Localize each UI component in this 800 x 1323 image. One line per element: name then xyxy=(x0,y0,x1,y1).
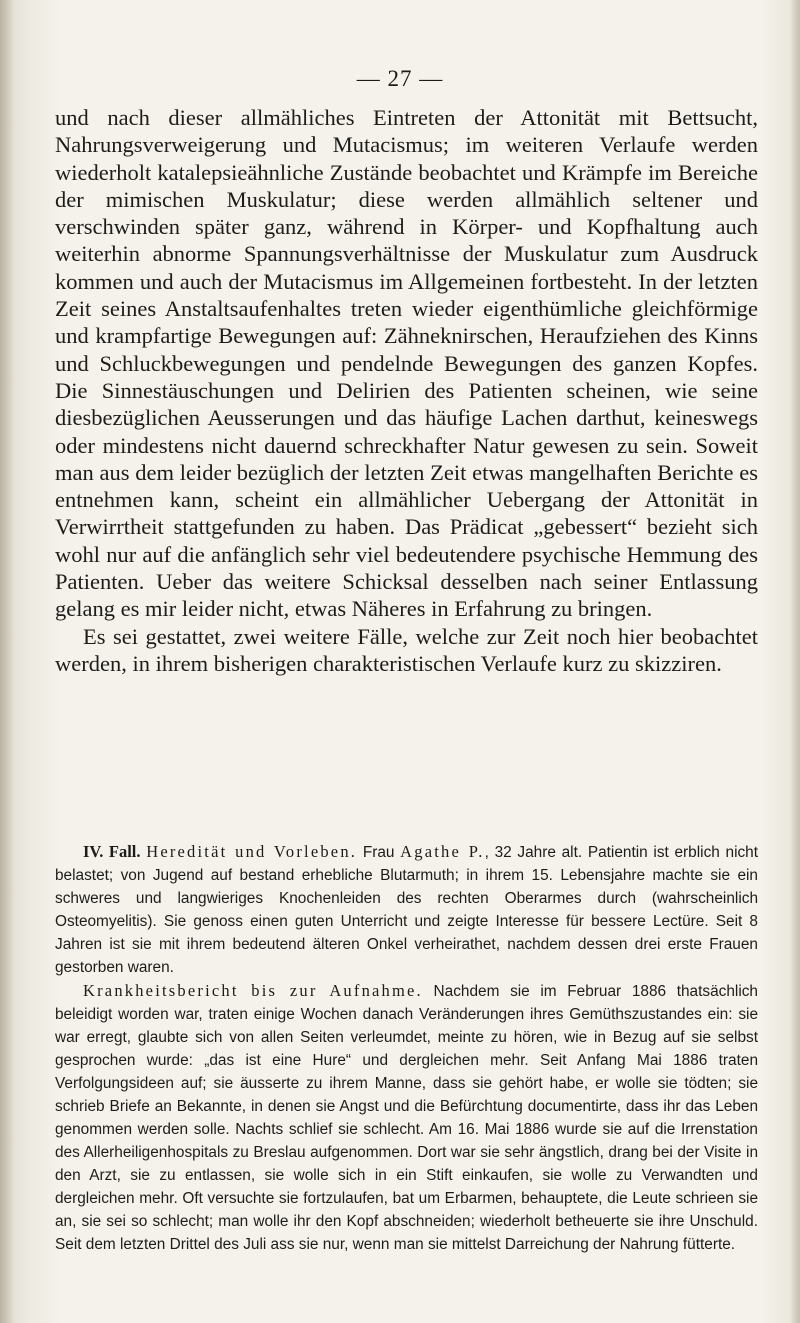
case-report-iv xyxy=(55,840,758,1256)
paragraph-case-continuation: und nach dieser allmähliches Eintreten der Attonität mit Bettsucht, Nahrungsverweigerung und Mutacismus; im weiteren Verlaufe werden wiederholt katalepsieähnliche Zustände beobachtet und Krämpfe im Bereiche der mimischen Muskulatur; diese werden allmählich seltener und verschwinden später ganz, während in Körper- und Kopfhaltung auch weiterhin abnorme Spannungsverhältnisse der Muskulatur zum Ausdruck kommen und auch der Mutacismus im Allgemeinen fortbesteht. In der letzten Zeit seines Anstaltsaufenhaltes treten wieder eigenthümliche gleichförmige und krampfartige Bewegungen auf: Zähneknirschen, Heraufziehen des Kinns und Schluckbewegungen und pendelnde Bewegungen des ganzen Kopfes. Die Sinnestäuschungen und Delirien des Patienten scheinen, wie seine diesbezüglichen Aeusserungen und das häufige Lachen darthut, keineswegs oder mindestens nicht dauernd schreckhafter Natur gewesen zu sein. Soweit man aus dem leider bezüglich der letzten Zeit etwas mangelhaften Berichte es entnehmen kann, scheint ein allmählicher Uebergang der Attonität in Verwirrtheit stattgefunden zu haben. Das Prädicat „gebessert“ bezieht sich wohl nur auf die anfänglich sehr viel bedeutendere psychische Hemmung des Patienten. Ueber das weitere Schicksal desselben nach seiner Entlassung gelang es mir leider nicht, etwas Näheres in Erfahrung zu bringen. xyxy=(55,105,758,622)
case-history-paragraph xyxy=(55,979,758,1256)
page-left-edge-shadow xyxy=(0,0,14,1323)
paragraph-introduction-next-cases: Es sei gestattet, zwei weitere Fälle, welche zur Zeit noch hier beobachtet werden, in ihrem bisherigen charakteristischen Verlaufe kurz zu skizziren. xyxy=(55,623,758,676)
history-text: Nachdem sie im Februar 1886 thatsächlich beleidigt worden war, traten einige Wochen danach Veränderungen ihres Gemüthszustandes ein: sie war erregt, glaubte sich von allen Seiten verleumdet, meinte zu hören, wie in Bezug auf sie selbst gesprochen wurde: „das ist eine Hure“ und dergleichen mehr. Seit Anfang Mai 1886 traten Verfolgungsideen auf; sie äusserte zu ihrem Manne, dass sie gehört habe, er wolle sie tödten; sie schrieb Briefe an Bekannte, in denen sie Angst und die Befürchtung documentirte, dass ihr das Leben genommen werden solle. Nachts schlief sie schlecht. Am 16. Mai 1886 wurde sie auf die Irrenstation des Allerheiligenhospitals zu Breslau aufgenommen. Dort war sie sehr ängstlich, drang bei der Visite in den Arzt, sie zu entlassen, sie wolle sich in ein Stift einkaufen, sie wolle zu Verwandten und dergleichen mehr. Oft versuchte sie fortzulaufen, bat um Erbarmen, behauptete, die Leute schrieen sie an, sie sei so schlecht; man wolle ihr den Kopf abschneiden; wiederholt betheuerte sie ihre Unschuld. Seit dem letzten Drittel des Juli ass sie nur, wenn man sie mittelst Darreichung der Nahrung fütterte. xyxy=(55,983,758,1253)
main-text-block xyxy=(55,104,758,677)
heredity-heading: Heredität und Vorleben. xyxy=(146,842,358,861)
patient-name: Agathe P. xyxy=(400,842,485,861)
patient-intro: Frau xyxy=(362,844,395,861)
case-heredity-paragraph xyxy=(55,840,758,979)
page-number: — 27 — xyxy=(356,66,444,91)
page-right-edge-shadow xyxy=(790,0,800,1323)
case-number: IV. Fall. xyxy=(83,842,141,861)
heredity-text: , 32 Jahre alt. Patientin ist erblich nicht belastet; von Jugend auf bestand erhebliche Blutarmuth; in ihrem 15. Lebensjahre machte sie ein schweres und langwieriges Knochenleiden des rechten Oberarmes durch (wahrscheinlich Osteomyelitis). Sie genoss einen guten Unterricht und zeigte Interesse für bessere Lectüre. Seit 8 Jahren ist sie mit ihrem bedeutend älteren Onkel verheirathet, nachdem dessen drei erste Frauen gestorben waren. xyxy=(55,844,759,976)
history-heading: Krankheitsbericht bis zur Aufnahme. xyxy=(83,981,423,1000)
